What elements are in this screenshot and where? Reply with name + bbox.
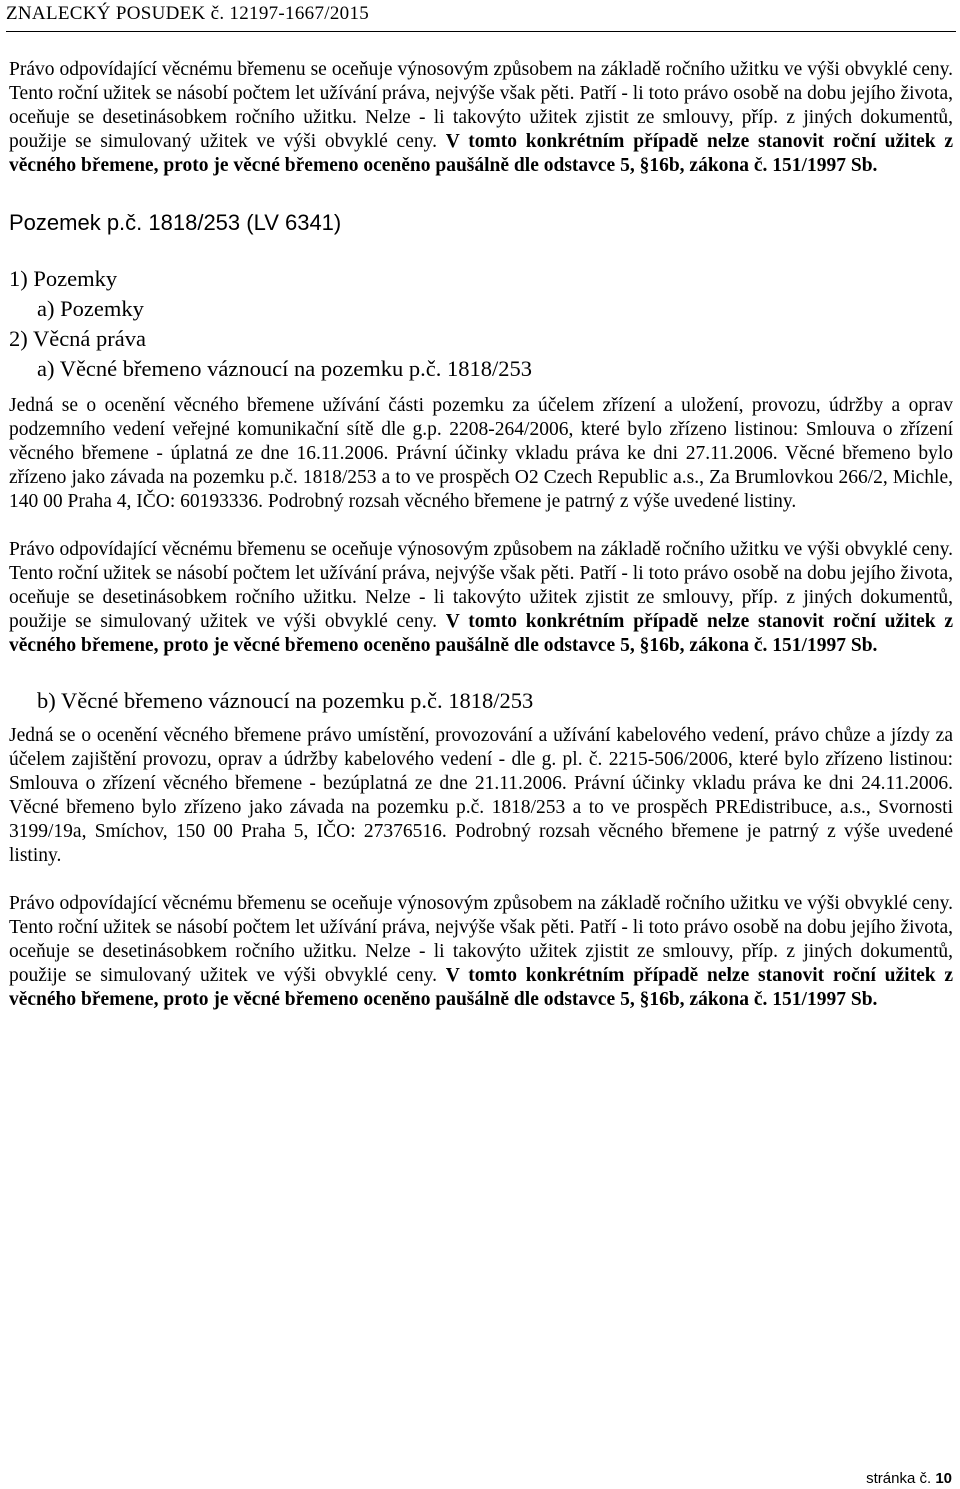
valuation-conclusion: V tomto konkrétním případě nelze stanovit roční užitek z věcného břemene, proto je věcné břemeno oceněno paušálně dle odstavce 5, §16b, zákona č. 151/1997 Sb. xyxy=(9,131,954,176)
valuation-conclusion: V tomto konkrétním případě nelze stanovit roční užitek z věcného břemene, proto je věcné břemeno oceněno paušálně dle odstavce 5, §16b, zákona č. 151/1997 Sb. xyxy=(9,965,954,1010)
page-content xyxy=(9,58,953,1012)
section-title: Pozemek p.č. 1818/253 (LV 6341) xyxy=(9,210,342,235)
valuation-text: Právo odpovídající věcnému břemenu se oceňuje výnosovým způsobem na základě ročního užitku ve výši obvyklé ceny. Tento roční užitek se násobí počtem let užívání práva, nejvýše však pěti. Patří - li toto právo osobě na dobu jejího života, oceňuje se desetinásobkem ročního užitku. Nelze - li takovýto užitek zjistit ze smlouvy, příp. z jiných dokumentů, použije se simulovaný užitek ve výši obvyklé ceny. xyxy=(9,59,953,152)
valuation-text: Právo odpovídající věcnému břemenu se oceňuje výnosovým způsobem na základě ročního užitku ve výši obvyklé ceny. Tento roční užitek se násobí počtem let užívání práva, nejvýše však pěti. Patří - li toto právo osobě na dobu jejího života, oceňuje se desetinásobkem ročního užitku. Nelze - li takovýto užitek zjistit ze smlouvy, příp. z jiných dokumentů, použije se simulovaný užitek ve výši obvyklé ceny. xyxy=(9,539,953,632)
outline-item-vecna-prava: 2) Věcná práva xyxy=(9,326,147,351)
page-footer xyxy=(866,1470,952,1487)
outline xyxy=(9,264,953,384)
valuation-paragraph-2 xyxy=(9,538,953,658)
subheading-vecne-bremeno-b: b) Věcné břemeno váznoucí na pozemku p.č. 1818/253 xyxy=(37,688,534,713)
outline-subitem-pozemky: a) Pozemky xyxy=(37,296,144,321)
report-title: ZNALECKÝ POSUDEK č. 12197-1667/2015 xyxy=(6,3,370,24)
valuation-paragraph-1 xyxy=(9,58,953,178)
valuation-paragraph-3 xyxy=(9,892,953,1012)
easement-description-a: Jedná se o ocenění věcného břemene užívání části pozemku za účelem zřízení a uložení, provozu, údržby a oprav podzemního vedení veřejné komunikační sítě dle g.p. 2208-264/2006, které bylo zřízeno listinou: Smlouva o zřízení věcného břemene - úplatná ze dne 16.11.2006. Právní účinky vkladu práva ke dni 27.11.2006. Věcné břemeno bylo zřízeno jako závada na pozemku p.č. 1818/253 a to ve prospěch O2 Czech Republic a.s., Za Brumlovkou 266/2, Michle, 140 00 Praha 4, IČO: 60193336. Podrobný rozsah věcného břemene je patrný z výše uvedené listiny. xyxy=(9,395,953,512)
page-number: 10 xyxy=(935,1470,952,1487)
outline-subitem-vecne-bremeno-a: a) Věcné břemeno váznoucí na pozemku p.č. 1818/253 xyxy=(37,356,533,381)
valuation-conclusion: V tomto konkrétním případě nelze stanovit roční užitek z věcného břemene, proto je věcné břemeno oceněno paušálně dle odstavce 5, §16b, zákona č. 151/1997 Sb. xyxy=(9,611,954,656)
page-header xyxy=(6,2,956,32)
outline-item-pozemky: 1) Pozemky xyxy=(9,266,118,291)
easement-description-b: Jedná se o ocenění věcného břemene právo umístění, provozování a užívání kabelového vedení, právo chůze a jízdy za účelem zajištění provozu, oprav a údržby kabelového vedení - dle g. pl. č. 2215-506/2006, které bylo zřízeno listinou: Smlouva o zřízení věcného břemene - bezúplatná ze dne 21.11.2006. Právní účinky vkladu práva ke dni 24.11.2006. Věcné břemeno bylo zřízeno jako závada na pozemku p.č. 1818/253 a to ve prospěch PREdistribuce, a.s., Svornosti 3199/19a, Smíchov, 150 00 Praha 5, IČO: 27376516. Podrobný rozsah věcného břemene je patrný z výše uvedené listiny. xyxy=(9,725,953,866)
valuation-text: Právo odpovídající věcnému břemenu se oceňuje výnosovým způsobem na základě ročního užitku ve výši obvyklé ceny. Tento roční užitek se násobí počtem let užívání práva, nejvýše však pěti. Patří - li toto právo osobě na dobu jejího života, oceňuje se desetinásobkem ročního užitku. Nelze - li takovýto užitek zjistit ze smlouvy, příp. z jiných dokumentů, použije se simulovaný užitek ve výši obvyklé ceny. xyxy=(9,893,953,986)
page-label: stránka č. xyxy=(866,1470,932,1487)
